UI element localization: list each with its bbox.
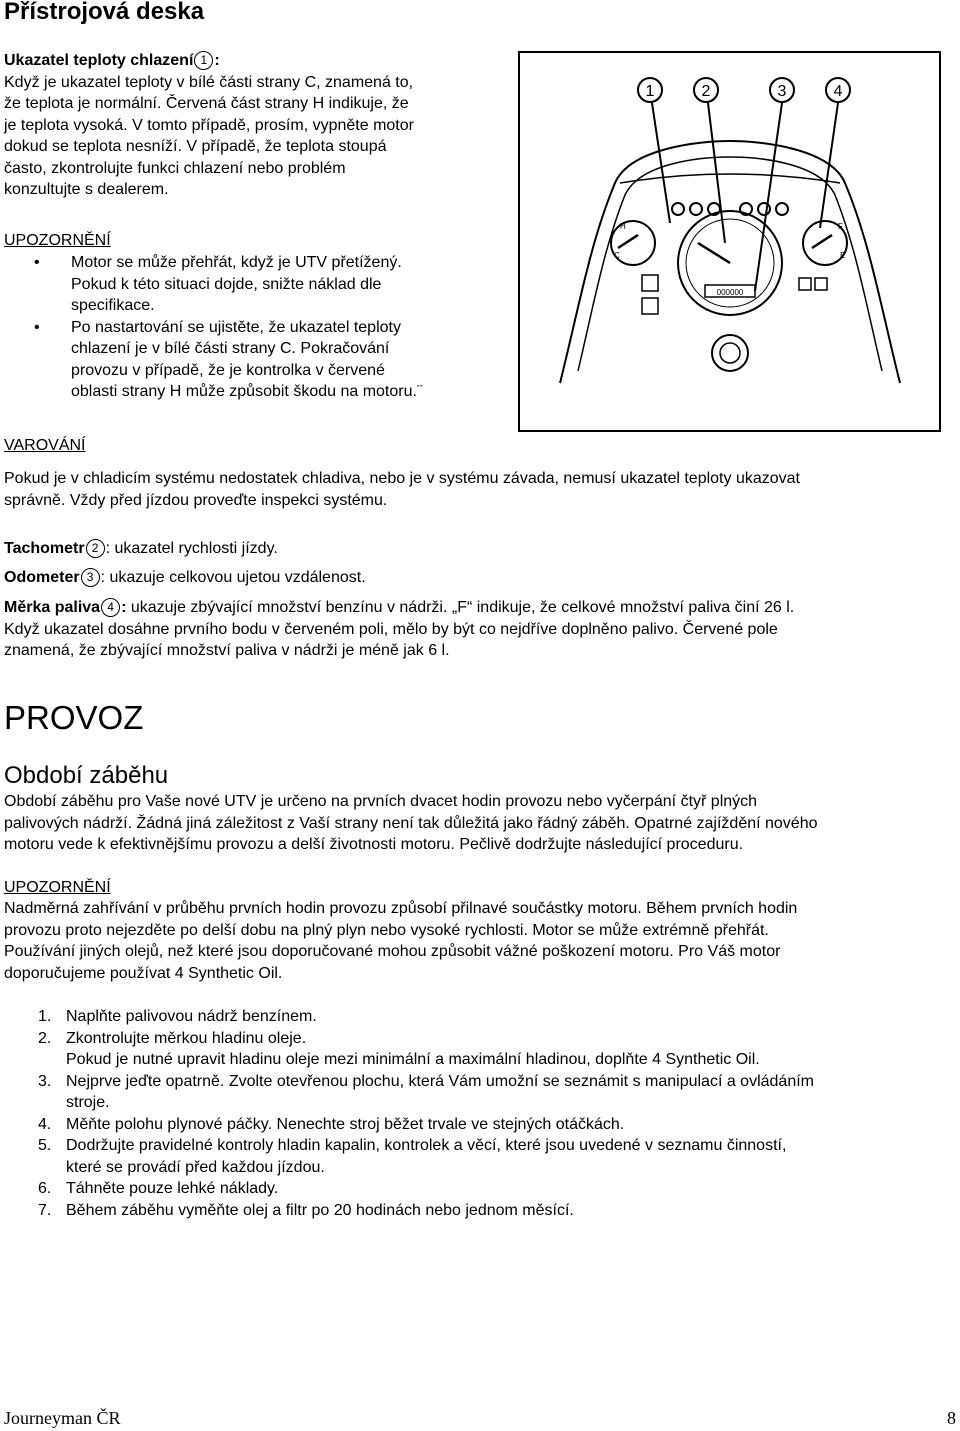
callout-2-icon: 2 bbox=[86, 539, 105, 558]
coolant-line: že teplota je normální. Červená část strany H indikuje, že bbox=[4, 95, 409, 112]
procedure-step: 2. Zkontrolujte měrkou hladinu oleje. Pokud je nutné upravit hladinu oleje mezi minimální a maximální hladinou, doplňte 4 Synthetic Oil. bbox=[38, 1029, 760, 1068]
temp-c-label: C bbox=[614, 251, 620, 260]
procedure-step: 6. Táhněte pouze lehké náklady. bbox=[38, 1180, 279, 1197]
tachometer-line: Tachometr 2 : ukazatel rychlosti jízdy. bbox=[4, 540, 278, 557]
procedure-step: 4. Měňte polohu plynové páčky. Nenechte stroj běžet trvale ve stejných otáčkách. bbox=[38, 1115, 625, 1133]
coolant-line: dokud se teplota nesníží. V případě, že teplota stoupá bbox=[4, 138, 387, 155]
procedure-step: 5. Dodržujte pravidelné kontroly hladin kapalin, kontrolek a věcí, které jsou uvedené v seznamu činností, které se provádí před každou jízdou. bbox=[38, 1137, 787, 1176]
page-title: Přístrojová deska bbox=[4, 0, 205, 25]
callout-3-icon: 3 bbox=[81, 568, 100, 587]
fuel-f-label: F bbox=[838, 222, 843, 231]
callout-icons bbox=[638, 78, 850, 102]
zabeh-text: Období záběhu pro Vaše nové UTV je určeno na prvních dvacet hodin provozu nebo vyčerpání čtyř plných palivových nádrží. Žádná jiná záležitost z Vaší strany není tak důležitá jako řádný záběh. Opatrné zajíždění nového motoru vede k efektivnějšímu provozu a delší životnosti motoru. Pečlivě dodržujte následující proceduru. bbox=[4, 793, 818, 853]
page-number: 8 bbox=[947, 1408, 956, 1428]
dashboard-figure bbox=[518, 51, 941, 432]
temp-h-label: H bbox=[620, 222, 626, 231]
procedure-step: 7. Během záběhu vyměňte olej a filtr po 20 hodinách nebo jednom měsící. bbox=[38, 1201, 574, 1219]
coolant-line: Když je ukazatel teploty v bílé části strany C, znamená to, bbox=[4, 73, 414, 91]
callout-3-label: 3 bbox=[777, 83, 787, 100]
bullet-item: • Motor se může přehřát, když je UTV přetížený. Pokud k této situaci dojde, snižte náklad dle specifikace. bbox=[4, 252, 504, 317]
callout-1-label: 1 bbox=[645, 83, 655, 100]
odometer-readout: 000000 bbox=[716, 288, 744, 297]
callout-2-label: 2 bbox=[701, 83, 711, 100]
coolant-line: konzultujte s dealerem. bbox=[4, 181, 169, 198]
callout-4-icon: 4 bbox=[101, 598, 120, 617]
varovani-text: Pokud je v chladicím systému nedostatek chladiva, nebo je v systému závada, nemusí ukazatel teploty ukazovat správně. Vždy před jízdou proveďte inspekci systému. bbox=[4, 470, 800, 509]
coolant-line: je teplota vysoká. V tomto případě, prosím, vypněte motor bbox=[4, 116, 414, 134]
procedure-step: 3. Nejprve jeďte opatrně. Zvolte otevřenou plochu, která Vám umožní se seznámit s manipulací a ovládáním stroje. bbox=[38, 1072, 814, 1111]
warning-bullets bbox=[4, 252, 504, 403]
coolant-heading: Ukazatel teploty chlazení 1 : bbox=[4, 52, 220, 69]
varovani-label: VAROVÁNÍ bbox=[4, 437, 86, 454]
coolant-line: často, zkontrolujte funkci chlazení nebo problém bbox=[4, 159, 346, 177]
dashboard-illustration bbox=[520, 53, 939, 430]
footer-title: Journeyman ČR bbox=[4, 1408, 121, 1428]
coolant-section bbox=[4, 50, 504, 201]
odometer-line: Odometer 3 : ukazuje celkovou ujetou vzdálenost. bbox=[4, 569, 366, 586]
callout-1-icon: 1 bbox=[194, 51, 213, 70]
warning-label-2: UPOZORNĚNÍ bbox=[4, 879, 111, 896]
procedure-step: 1. Naplňte palivovou nádrž benzínem. bbox=[38, 1008, 317, 1025]
warning-label: UPOZORNĚNÍ bbox=[4, 232, 111, 249]
fuel-e-label: E bbox=[840, 251, 846, 260]
bullet-item: • Po nastartování se ujistěte, že ukazatel teploty chlazení je v bílé části strany C. Pokračování provozu v případě, že je kontrolka v červené oblasti strany H může způsobit škodu na motoru.¨ bbox=[4, 317, 504, 403]
fuel-section: Měrka paliva 4 : ukazuje zbývající množství benzínu v nádrži. „F“ indikuje, že celkové množství paliva činí 26 l. Když ukazatel dosáhne prvního bodu v červeném poli, mělo by být co nejdříve doplněno palivo. Červené pole znamená, že zbývající množství paliva v nádrži je méně jak 6 l. bbox=[4, 599, 795, 659]
procedure-list bbox=[0, 1006, 956, 1221]
provoz-heading: PROVOZ bbox=[4, 699, 144, 736]
warning-text-2: Nadměrná zahřívání v průběhu prvních hodin provozu způsobí přilnavé součástky motoru. Během prvních hodin provozu proto nejezděte po delší dobu na plný plyn nebo vysoké rychlosti. Motor se může extrémně přehřát. Používání jiných olejů, než které jsou doporučované mohou způsobit vážné poškození motoru. Pro Váš motor doporučujeme používat 4 Synthetic Oil. bbox=[4, 900, 798, 982]
zabeh-heading: Období záběhu bbox=[4, 762, 169, 789]
callout-4-label: 4 bbox=[833, 83, 843, 100]
